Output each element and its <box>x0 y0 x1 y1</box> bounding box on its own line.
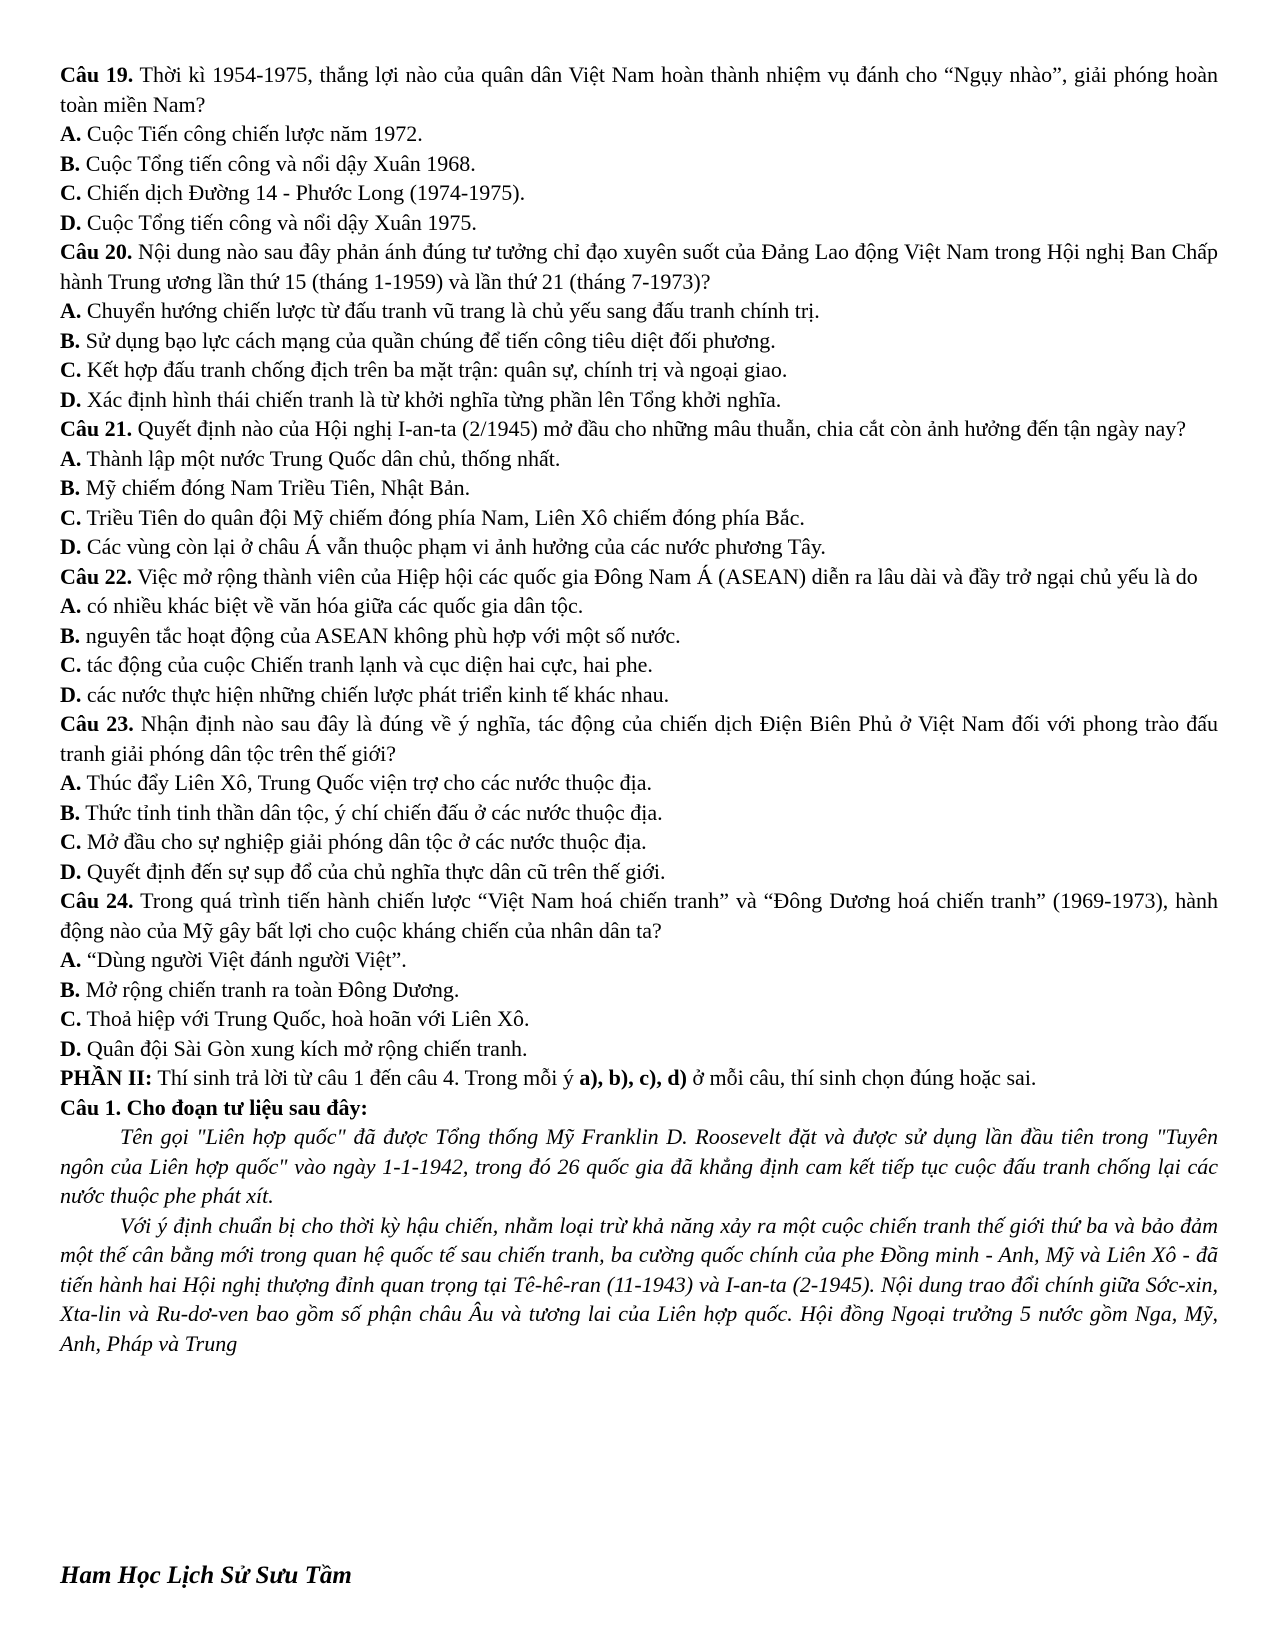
option-b <box>60 621 1218 651</box>
option-a <box>60 768 1218 798</box>
question-1-title: Câu 1. Cho đoạn tư liệu sau đây: <box>60 1094 368 1120</box>
option-letter: A. <box>60 947 82 972</box>
question-stem <box>60 60 1218 119</box>
question-label: Câu 20. <box>60 239 133 264</box>
option-a <box>60 945 1218 975</box>
option-text: Thúc đẩy Liên Xô, Trung Quốc viện trợ cho các nước thuộc địa. <box>81 770 652 795</box>
footer-credit: Ham Học Lịch Sử Sưu Tầm <box>60 1562 352 1589</box>
option-text: Mỹ chiếm đóng Nam Triều Tiên, Nhật Bản. <box>80 475 471 500</box>
option-c <box>60 650 1218 680</box>
part-2-instructions <box>60 1063 1218 1093</box>
option-b <box>60 326 1218 356</box>
option-letter: D. <box>60 534 82 559</box>
question-text: Quyết định nào của Hội nghị I-an-ta (2/1945) mở đầu cho những mâu thuẫn, chia cắt còn ảnh hưởng đến tận ngày nay? <box>132 416 1187 441</box>
option-text: Xác định hình thái chiến tranh là từ khởi nghĩa từng phần lên Tổng khởi nghĩa. <box>81 386 782 412</box>
option-letter: A. <box>60 121 82 146</box>
option-d <box>60 1034 1218 1064</box>
option-b <box>60 473 1218 503</box>
question-22 <box>60 562 1218 710</box>
option-text: Triều Tiên do quân đội Mỹ chiếm đóng phía Nam, Liên Xô chiếm đóng phía Bắc. <box>81 504 805 530</box>
option-text: Mở đầu cho sự nghiệp giải phóng dân tộc ở các nước thuộc địa. <box>81 829 647 854</box>
question-label: Câu 24. <box>60 888 134 913</box>
question-label: Câu 21. <box>60 416 133 441</box>
option-d <box>60 680 1218 710</box>
option-text: nguyên tắc hoạt động của ASEAN không phù hợp với một số nước. <box>80 622 681 648</box>
option-letter: C. <box>60 504 82 530</box>
question-stem <box>60 237 1218 296</box>
question-text: Trong quá trình tiến hành chiến lược “Việt Nam hoá chiến tranh” và “Đông Dương hoá chiến tranh” (1969-1973), hành động nào của Mỹ gây bất lợi cho cuộc kháng chiến của nhân dân ta? <box>60 888 1218 943</box>
option-c <box>60 178 1218 208</box>
passage-paragraph: Tên gọi "Liên hợp quốc" đã được Tổng thống Mỹ Franklin D. Roosevelt đặt và được sử dụng lần đầu tiên trong "Tuyên ngôn của Liên hợp quốc" vào ngày 1-1-1942, trong đó 26 quốc gia đã khẳng định cam kết tiếp tục cuộc đấu tranh chống lại các nước thuộc phe phát xít. <box>60 1124 1218 1208</box>
option-letter: C. <box>60 652 82 677</box>
option-text: có nhiều khác biệt về văn hóa giữa các quốc gia dân tộc. <box>81 593 584 618</box>
question-21 <box>60 414 1218 562</box>
question-text: Nhận định nào sau đây là đúng về ý nghĩa, tác động của chiến dịch Điện Biên Phủ ở Việt Nam đối với phong trào đấu tranh giải phóng dân tộc trên thế giới? <box>60 711 1219 766</box>
option-letter: B. <box>60 327 81 353</box>
option-letter: B. <box>60 622 81 648</box>
option-letter: A. <box>60 298 82 323</box>
option-letter: D. <box>60 681 82 707</box>
option-text: Cuộc Tổng tiến công và nổi dậy Xuân 1975. <box>81 209 477 235</box>
option-a <box>60 119 1218 149</box>
option-text: Kết hợp đấu tranh chống địch trên ba mặt trận: quân sự, chính trị và ngoại giao. <box>81 357 788 382</box>
option-text: tác động của cuộc Chiến tranh lạnh và cục diện hai cực, hai phe. <box>81 652 653 677</box>
question-stem <box>60 709 1218 768</box>
option-text: Mở rộng chiến tranh ra toàn Đông Dương. <box>80 976 460 1002</box>
question-stem <box>60 562 1218 592</box>
part-items: a), b), c), d) <box>579 1065 687 1090</box>
question-text: Việc mở rộng thành viên của Hiệp hội các quốc gia Đông Nam Á (ASEAN) diễn ra lâu dài và đầy trở ngại chủ yếu là do <box>132 563 1198 589</box>
option-text: Quyết định đến sự sụp đổ của chủ nghĩa thực dân cũ trên thế giới. <box>81 858 666 884</box>
option-c <box>60 827 1218 857</box>
option-d <box>60 385 1218 415</box>
question-label: Câu 23. <box>60 711 134 736</box>
option-text: Thành lập một nước Trung Quốc dân chủ, thống nhất. <box>81 445 561 471</box>
option-letter: D. <box>60 858 82 884</box>
option-letter: B. <box>60 976 81 1002</box>
option-text: Chiến dịch Đường 14 - Phước Long (1974-1975). <box>81 180 526 205</box>
option-d <box>60 532 1218 562</box>
option-letter: C. <box>60 1006 82 1031</box>
option-d <box>60 857 1218 887</box>
question-label: Câu 22. <box>60 563 133 589</box>
passage-paragraph: Với ý định chuẩn bị cho thời kỳ hậu chiến, nhằm loại trừ khả năng xảy ra một cuộc chiến tranh thế giới thứ ba và bảo đảm một thế cân bằng mới trong quan hệ quốc tế sau chiến tranh, ba cường quốc chính của phe Đồng minh - Anh, Mỹ và Liên Xô - đã tiến hành hai Hội nghị thượng đỉnh quan trọng tại Tê-hê-ran (11-1943) và I-an-ta (2-1945). Nội dung trao đổi chính giữa Sớc-xin, Xta-lin và Ru-dơ-ven bao gồm số phận châu Âu và tương lai của Liên hợp quốc. Hội đồng Ngoại trưởng 5 nước gồm Nga, Mỹ, Anh, Pháp và Trung <box>60 1212 1218 1356</box>
option-c <box>60 355 1218 385</box>
option-text: Các vùng còn lại ở châu Á vẫn thuộc phạm vi ảnh hưởng của các nước phương Tây. <box>81 534 826 559</box>
option-d <box>60 208 1218 238</box>
question-23 <box>60 709 1218 886</box>
option-letter: A. <box>60 770 82 795</box>
option-letter: B. <box>60 150 81 176</box>
question-text: Nội dung nào sau đây phản ánh đúng tư tưởng chỉ đạo xuyên suốt của Đảng Lao động Việt Nam trong Hội nghị Ban Chấp hành Trung ương lần thứ 15 (tháng 1-1959) và lần thứ 21 (tháng 7-1973)? <box>60 239 1219 294</box>
question-24 <box>60 886 1218 1063</box>
option-b <box>60 798 1218 828</box>
option-letter: A. <box>60 593 82 618</box>
question-stem <box>60 414 1218 444</box>
option-letter: B. <box>60 799 81 825</box>
option-letter: D. <box>60 209 82 235</box>
option-text: Thức tỉnh tinh thần dân tộc, ý chí chiến đấu ở các nước thuộc địa. <box>80 799 663 825</box>
part-text: Thí sinh trả lời từ câu 1 đến câu 4. Trong mỗi ý <box>152 1065 580 1090</box>
question-text: Thời kì 1954-1975, thắng lợi nào của quân dân Việt Nam hoàn thành nhiệm vụ đánh cho “Ngụy nhào”, giải phóng hoàn toàn miền Nam? <box>60 62 1218 117</box>
option-text: Quân đội Sài Gòn xung kích mở rộng chiến tranh. <box>81 1035 528 1061</box>
option-letter: B. <box>60 475 81 500</box>
document-page <box>60 60 1218 1358</box>
option-text: Sử dụng bạo lực cách mạng của quần chúng để tiến công tiêu diệt đối phương. <box>80 327 776 353</box>
option-letter: A. <box>60 445 82 471</box>
option-letter: D. <box>60 1035 82 1061</box>
part-label: PHẦN II: <box>60 1065 153 1090</box>
option-text: Thoả hiệp với Trung Quốc, hoà hoãn với Liên Xô. <box>81 1006 530 1031</box>
question-stem <box>60 886 1218 945</box>
option-c <box>60 503 1218 533</box>
option-a <box>60 296 1218 326</box>
option-b <box>60 975 1218 1005</box>
question-20 <box>60 237 1218 414</box>
option-letter: C. <box>60 180 82 205</box>
option-a <box>60 444 1218 474</box>
option-text: các nước thực hiện những chiến lược phát triển kinh tế khác nhau. <box>81 681 670 707</box>
option-a <box>60 591 1218 621</box>
option-text: “Dùng người Việt đánh người Việt”. <box>81 947 407 972</box>
option-letter: D. <box>60 386 82 412</box>
option-b <box>60 149 1218 179</box>
part-text: ở mỗi câu, thí sinh chọn đúng hoặc sai. <box>686 1065 1037 1090</box>
question-label: Câu 19. <box>60 62 134 87</box>
option-c <box>60 1004 1218 1034</box>
option-text: Chuyển hướng chiến lược từ đấu tranh vũ trang là chủ yếu sang đấu tranh chính trị. <box>81 298 820 323</box>
source-passage <box>60 1122 1218 1358</box>
question-19 <box>60 60 1218 237</box>
option-text: Cuộc Tổng tiến công và nổi dậy Xuân 1968. <box>80 150 476 176</box>
option-text: Cuộc Tiến công chiến lược năm 1972. <box>81 121 423 146</box>
option-letter: C. <box>60 357 82 382</box>
option-letter: C. <box>60 829 82 854</box>
